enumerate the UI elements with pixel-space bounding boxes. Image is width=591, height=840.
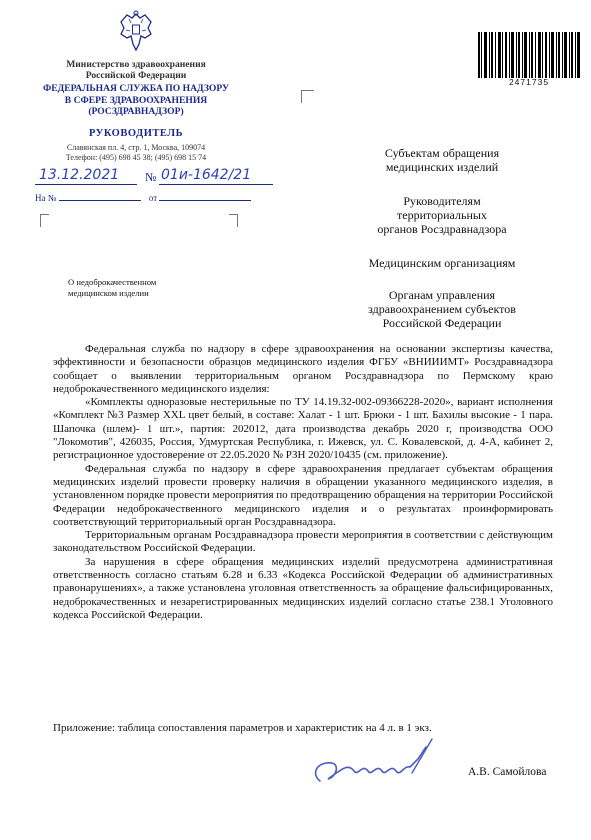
body-paragraph: Федеральная служба по надзору в сфере здравоохранения предлагает субъектам обращения медицинских изделий провести проверку наличия в обращении указанного медицинского изделия, в установленном порядке провести мероприятия по предотвращению обращения на территории Российской Федерации недоброкачественного медицинского изделия и о результатах проинформировать соответствующий территориальный орган Росздравнадзора. (53, 462, 553, 528)
from-blank (159, 200, 251, 201)
head-title: РУКОВОДИТЕЛЬ (88, 128, 184, 139)
recipient-block (327, 194, 557, 236)
on-number-blank (59, 200, 141, 201)
corner-mark (301, 90, 314, 103)
letter-body (53, 343, 553, 622)
recipient-line: Органам управления (388, 288, 496, 302)
ministry-line: Министерство здравоохранения (66, 59, 206, 70)
recipient-block (327, 256, 557, 270)
recipient-line: органов Росздравнадзора (377, 222, 507, 236)
barcode-number: 2471735 (508, 77, 550, 87)
number-sign: № (145, 170, 157, 184)
address-line: Телефон: (495) 698 45 38; (495) 698 15 74 (65, 153, 207, 162)
body-paragraph: Федеральная служба по надзору в сфере здравоохранения на основании экспертизы качества, эффективности и безопасности образцов медицинского изделия ФГБУ «ВНИИИМТ» Росздравнадзора сообщает о выявлении территориальным органом Росздравнадзора по Пермскому краю недоброкачественного медицинского изделия: (53, 343, 553, 395)
recipient-line: территориальных (397, 208, 487, 222)
registration-date: 13.12.2021 (39, 167, 120, 183)
on-number-label: На № (35, 193, 57, 203)
service-line: В СФЕРЕ ЗДРАВООХРАНЕНИЯ (64, 94, 208, 106)
service-name (30, 83, 242, 118)
from-label: от (148, 193, 158, 203)
ministry-line: Российской Федерации (85, 70, 187, 81)
service-line: ФЕДЕРАЛЬНАЯ СЛУЖБА ПО НАДЗОРУ (42, 83, 230, 94)
body-paragraph: За нарушения в сфере обращения медицинских изделий предусмотрена административная ответственность согласно статьям 6.28 и 6.33 «Кодекса Российской Федерации об административных правонарушениях», а также установлена уголовная ответственность за обращение фальсифицированных, недоброкачественных и незарегистрированных медицинских изделий согласно статье 238.1 Уголовного кодекса Российской Федерации. (53, 555, 553, 621)
recipient-block (327, 146, 557, 174)
recipient-line: здравоохранением субъектов (368, 302, 516, 316)
service-line: (РОСЗДРАВНАДЗОР) (88, 106, 184, 117)
recipient-line: Медицинским организациям (368, 256, 516, 270)
recipient-line: Руководителям (403, 194, 481, 208)
subject-text: медицинском изделии (68, 287, 149, 298)
body-paragraph: «Комплекты одноразовые нестерильные по ТУ 14.19.32-002-09366228-2020», вариант исполнения «Комплект №3 Размер XXL цвет белый, в составе: Халат - 1 шт. Брюки - 1 шт. Бахилы высокие - 1 пара. Шапочка (шлем)- 1 шт.», партия: 202012, дата производства декабрь 2020 г, производства ООО "Локомотив", 426035, Россия, Удмуртская Республика, г. Ижевск, ул. С. Ковалевской, д. 4-А, кабинет 2, регистрационное удостоверение от 22.05.2020 № РЗН 2020/10435 (см. приложение). (53, 396, 553, 462)
registration-line (35, 167, 275, 187)
coat-of-arms-emblem (117, 10, 155, 54)
number-underline (159, 184, 273, 185)
address-block (30, 143, 242, 163)
date-underline (35, 184, 137, 185)
recipient-block (327, 288, 557, 330)
corner-mark (40, 214, 49, 227)
ministry-name (30, 59, 242, 81)
recipient-line: медицинских изделий (385, 160, 499, 174)
signer-name: А.В. Самойлова (468, 766, 547, 778)
reference-row (35, 193, 251, 203)
body-paragraph: Территориальным органам Росздравнадзора провести мероприятия в соответствии с действующим законодательством Российской Федерации. (53, 529, 553, 555)
subject-line (68, 277, 156, 298)
address-line: Славянская пл. 4, стр. 1, Москва, 109074 (66, 143, 206, 152)
handwritten-signature (300, 733, 460, 793)
corner-mark (229, 214, 238, 227)
recipient-line: Субъектам обращения (384, 146, 500, 160)
barcode (478, 32, 580, 78)
recipient-line: Российской Федерации (382, 316, 502, 330)
subject-text: О недоброкачественном (68, 277, 157, 287)
registration-number: 01и-1642/21 (161, 167, 252, 183)
attachment-note: Приложение: таблица сопоставления параметров и характеристик на 4 л. в 1 экз. (53, 722, 432, 734)
